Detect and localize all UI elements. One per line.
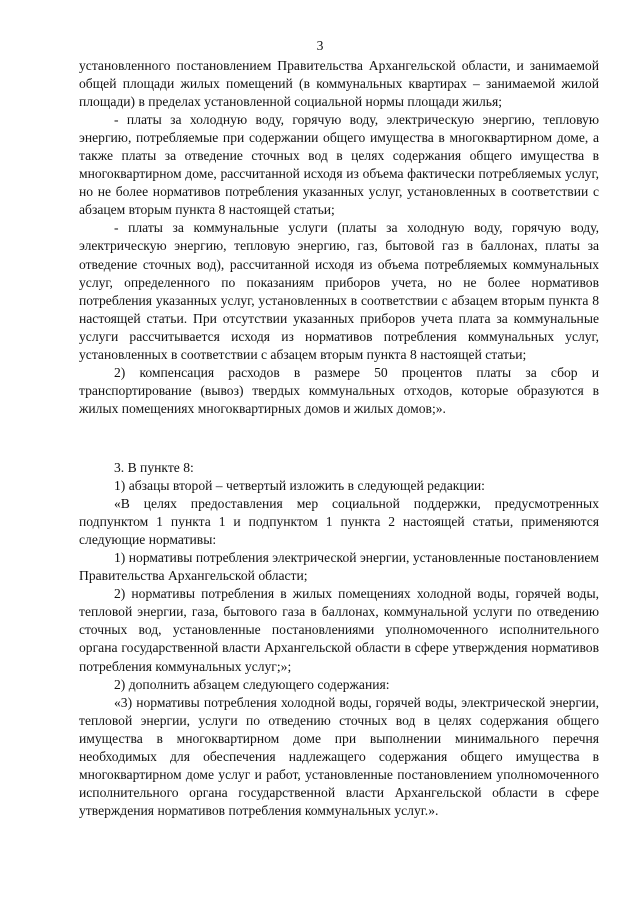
paragraph: «В целях предоставления мер социальной поддержки, предусмотренных подпунктом 1 пункта 1 и подпунктом 1 пункта 2 настоящей статьи, применяются следующие нормативы: (79, 496, 599, 548)
paragraph: - платы за холодную воду, горячую воду, электрическую энергию, тепловую энергию, потребляемые при содержании общего имущества в многоквартирном доме, а также платы за отведение сточных вод в целях содержания общего имущества в многоквартирном доме, рассчитанной исходя из объема фактически потребляемых услуг, но не более нормативов потребления указанных услуг, установленных в соответствии с абзацем вторым пункта 8 настоящей статьи; (79, 112, 599, 218)
section-continuation (79, 57, 599, 418)
paragraph: установленного постановлением Правительства Архангельской области, и занимаемой общей площади жилых помещений (в коммунальных квартирах – занимаемой жилой площади) в пределах установленной социальной нормы площади жилья; (79, 58, 599, 110)
section-item-3 (79, 459, 599, 820)
section-heading: 3. В пункте 8: (114, 460, 194, 475)
paragraph: 2) компенсация расходов в размере 50 процентов платы за сбор и транспортирование (вывоз) твердых коммунальных отходов, которые образуются в жилых помещениях многоквартирных домов и жилых домов;». (79, 364, 599, 416)
paragraph: 1) нормативы потребления электрической энергии, установленные постановлением Правительства Архангельской области; (79, 550, 599, 584)
paragraph: 2) нормативы потребления в жилых помещениях холодной воды, горячей воды, тепловой энергии, газа, бытового газа в баллонах, коммунальной услуги по отведению сточных вод, установленные постановлениями уполномоченного исполнительного органа государственной власти Архангельской области в сфере утверждения нормативов потребления коммунальных услуг;»; (79, 586, 599, 674)
paragraph: 1) абзацы второй – четвертый изложить в следующей редакции: (114, 478, 485, 494)
paragraph: - платы за коммунальные услуги (платы за холодную воду, горячую воду, электрическую энергию, тепловую энергию, газ, бытовой газ в баллонах, платы за отведение сточных вод), рассчитанной исходя из объема потребляемых коммунальных услуг, определенного по показаниям приборов учета, но не более нормативов потребления указанных услуг, установленных в соответствии с абзацем вторым пункта 8 настоящей статьи. При отсутствии указанных приборов учета плата за коммунальные услуги рассчитывается исходя из нормативов потребления коммунальных услуг, установленных в соответствии с абзацем вторым пункта 8 настоящей статьи; (79, 220, 599, 362)
paragraph: 2) дополнить абзацем следующего содержания: (114, 676, 390, 692)
page-number: 3 (316, 38, 324, 53)
paragraph: «3) нормативы потребления холодной воды, горячей воды, электрической энергии, тепловой энергии, услуги по отведению сточных вод в целях содержания общего имущества в многоквартирном доме при выполнении минимального перечня необходимых для обеспечения надлежащего содержания общего имущества в многоквартирном доме услуг и работ, установленные постановлением уполномоченного исполнительного органа государственной власти Архангельской области в сфере утверждения нормативов потребления коммунальных услуг.». (79, 694, 599, 818)
